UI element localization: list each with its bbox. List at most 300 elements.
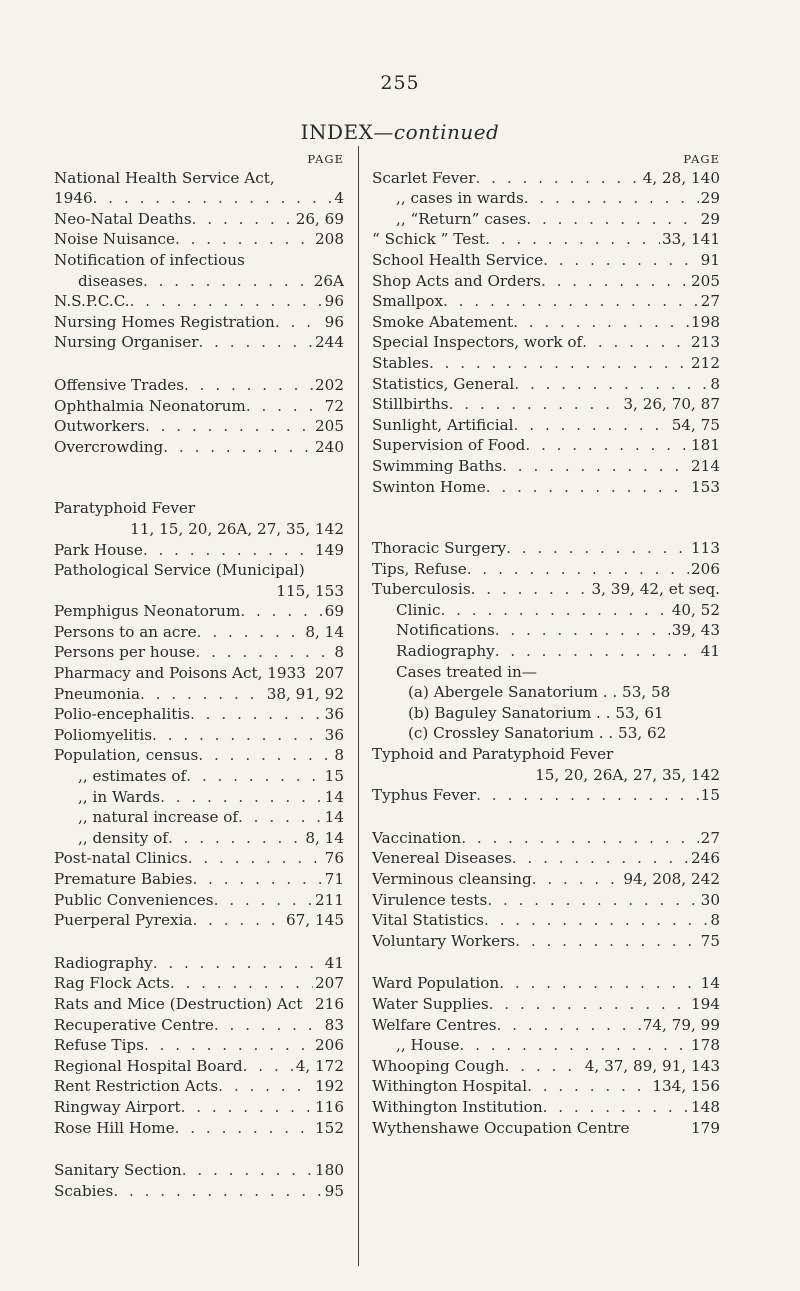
page-column-header: PAGE — [307, 152, 344, 166]
entry-pages: 205 — [315, 417, 344, 436]
index-entry — [372, 1015, 720, 1036]
entry-name: Post-natal Clinics — [54, 849, 188, 868]
index-entry — [372, 168, 720, 189]
entry-name: Virulence tests — [372, 890, 488, 909]
entry-name: Regional Hospital Board — [54, 1056, 243, 1075]
leader-dots — [527, 1076, 650, 1097]
entry-name: Special Inspectors, work of — [372, 333, 583, 352]
index-entry — [372, 477, 720, 498]
entry-name: “ Schick ” Test — [372, 230, 486, 249]
index-entry — [54, 1035, 344, 1056]
index-entry — [54, 994, 344, 1015]
index-entry — [372, 332, 720, 353]
index-entry — [372, 620, 720, 641]
entry-pages: 95 — [324, 1181, 344, 1200]
entry-name: Nursing Organiser — [54, 333, 199, 352]
entry-pages: 206 — [691, 559, 720, 578]
leader-dots — [495, 620, 670, 641]
index-entry — [54, 1015, 344, 1036]
index-entry — [54, 642, 344, 663]
section-spacer — [372, 951, 720, 973]
index-entry — [372, 415, 720, 436]
entry-name: Swimming Baths — [372, 456, 503, 475]
entry-name: Voluntary Workers — [372, 931, 516, 950]
entry-name: Pharmacy and Poisons Act, 1933 — [54, 664, 306, 683]
entry-pages: 116 — [315, 1097, 344, 1116]
index-entry — [372, 785, 720, 806]
entry-pages: 3, 26, 70, 87 — [623, 395, 720, 414]
leader-dots — [532, 869, 622, 890]
entry-name: Park House — [54, 540, 143, 559]
leader-dots — [198, 745, 332, 766]
index-entry — [372, 869, 720, 890]
entry-pages: 36 — [324, 725, 344, 744]
leader-dots — [182, 1160, 313, 1181]
entry-name: Recuperative Centre — [54, 1015, 214, 1034]
leader-dots — [113, 1181, 322, 1202]
entry-pages: 3, 39, 42, et seq. — [591, 580, 720, 599]
leader-dots — [526, 209, 698, 230]
entry-pages: 211 — [315, 890, 344, 909]
index-entry — [54, 396, 344, 417]
entry-pages: 38, 91, 92 — [266, 684, 344, 703]
leader-dots — [525, 435, 689, 456]
index-entry — [372, 435, 720, 456]
leader-dots — [214, 1015, 323, 1036]
entry-name: Smallpox — [372, 292, 444, 311]
index-entry — [372, 723, 720, 744]
leader-dots — [543, 250, 699, 271]
entry-pages: 207 — [315, 974, 344, 993]
entry-pages: 29 — [700, 209, 720, 228]
entry-pages: 134, 156 — [652, 1077, 720, 1096]
index-entry — [54, 416, 344, 437]
entry-name: Rag Flock Acts — [54, 974, 170, 993]
entry-name: Ward Population — [372, 974, 500, 993]
entry-pages: 8 — [710, 374, 720, 393]
entry-name: Public Conveniences — [54, 890, 214, 909]
section-spacer — [372, 806, 720, 828]
index-entry — [372, 1076, 720, 1097]
index-entry — [54, 704, 344, 725]
leader-dots — [443, 291, 699, 312]
section-spacer — [54, 353, 344, 375]
entry-pages: 246 — [691, 849, 720, 868]
entry-pages: 192 — [315, 1077, 344, 1096]
entry-pages: 4, 37, 89, 91, 143 — [584, 1056, 720, 1075]
entry-pages: 15 — [700, 786, 720, 805]
entry-name: Notifications — [396, 621, 495, 640]
entry-name: Sanitary Section — [54, 1161, 182, 1180]
entry-name: Withington Institution — [372, 1097, 543, 1116]
index-entry — [54, 953, 344, 974]
entry-pages: 198 — [691, 312, 720, 331]
entry-name: Water Supplies — [372, 994, 489, 1013]
entry-name: N.S.P.C.C. — [54, 292, 130, 311]
entry-pages: 29 — [700, 189, 720, 208]
entry-pages: 15, 20, 26A, 27, 35, 142 — [535, 765, 720, 784]
entry-name: Pneumonia — [54, 684, 141, 703]
entry-name: Vital Statistics — [372, 911, 484, 930]
entry-name: Stables — [372, 353, 429, 372]
leader-dots — [93, 188, 333, 209]
index-entry — [54, 168, 344, 189]
leader-dots — [144, 1035, 313, 1056]
entry-pages: 76 — [324, 849, 344, 868]
entry-pages: 153 — [691, 477, 720, 496]
entry-name: Scarlet Fever — [372, 168, 476, 187]
page-title — [0, 120, 800, 144]
entry-name: Ophthalmia Neonatorum — [54, 396, 246, 415]
leader-dots — [499, 973, 698, 994]
index-entry — [372, 188, 720, 209]
entry-name: Notification of infectious — [54, 250, 245, 269]
leader-dots — [484, 910, 708, 931]
index-entry — [54, 437, 344, 458]
entry-name: Radiography — [396, 642, 495, 661]
leader-dots — [186, 766, 323, 787]
index-entry — [54, 1076, 344, 1097]
entry-pages: 14 — [324, 808, 344, 827]
index-entry — [54, 375, 344, 396]
index-entry — [54, 745, 344, 766]
entry-pages: 96 — [324, 292, 344, 311]
index-entry — [372, 271, 720, 292]
entry-pages: 178 — [691, 1036, 720, 1055]
index-entry — [372, 1035, 720, 1056]
index-entry — [372, 374, 720, 395]
leader-dots — [192, 209, 294, 230]
index-entry — [372, 559, 720, 580]
entry-name: Overcrowding — [54, 437, 164, 456]
entry-pages: 213 — [691, 333, 720, 352]
entry-pages: 26A — [313, 271, 344, 290]
leader-dots — [524, 188, 699, 209]
entry-pages: 8 — [334, 643, 344, 662]
leader-dots — [168, 828, 303, 849]
leader-dots — [476, 168, 641, 189]
index-entry — [372, 910, 720, 931]
section-spacer — [372, 497, 720, 538]
entry-name: Polio-encephalitis — [54, 705, 191, 724]
entry-pages: 207 — [315, 664, 344, 683]
entry-pages: 54, 75 — [671, 415, 720, 434]
index-entry — [54, 910, 344, 931]
leader-dots — [515, 931, 698, 952]
leader-dots — [192, 869, 322, 890]
entry-name: Tuberculosis — [372, 580, 471, 599]
index-entry — [372, 744, 720, 765]
index-entry — [54, 188, 344, 209]
left-entries — [54, 168, 344, 1202]
leader-dots — [181, 1097, 313, 1118]
leader-dots — [440, 600, 669, 621]
entry-name: Smoke Abatement — [372, 312, 514, 331]
index-entry — [372, 682, 720, 703]
index-entry — [372, 848, 720, 869]
index-entry — [372, 579, 720, 600]
entry-name: Puerperal Pyrexia — [54, 911, 193, 930]
leader-dots — [459, 1035, 689, 1056]
leader-dots — [170, 973, 313, 994]
entry-pages: 194 — [691, 994, 720, 1013]
index-entry — [54, 1181, 344, 1202]
index-entry — [54, 498, 344, 519]
leader-dots — [485, 229, 660, 250]
entry-name: (a) Abergele Sanatorium . . 53, 58 — [408, 683, 671, 702]
leader-dots — [163, 437, 313, 458]
leader-dots — [467, 559, 689, 580]
entry-pages: 33, 141 — [662, 230, 720, 249]
entry-name: Radiography — [54, 953, 153, 972]
entry-pages: 206 — [315, 1036, 344, 1055]
leader-dots — [487, 890, 698, 911]
leader-dots — [514, 374, 708, 395]
entry-name: Persons per house — [54, 643, 196, 662]
leader-dots — [240, 601, 322, 622]
entry-pages: 14 — [324, 787, 344, 806]
entry-pages: 30 — [700, 890, 720, 909]
index-entry — [54, 560, 344, 581]
leader-dots — [495, 641, 699, 662]
title-main: INDEX — [300, 120, 374, 144]
index-entry — [54, 1118, 344, 1139]
index-entry — [54, 1160, 344, 1181]
index-entry — [372, 394, 720, 415]
leader-dots — [512, 848, 689, 869]
entry-name: Thoracic Surgery — [372, 539, 507, 558]
leader-dots — [197, 622, 304, 643]
index-entry — [372, 890, 720, 911]
index-entry — [372, 641, 720, 662]
index-entry — [372, 931, 720, 952]
index-entry — [372, 538, 720, 559]
entry-name: Wythenshawe Occupation Centre — [372, 1118, 630, 1137]
entry-pages: 148 — [691, 1097, 720, 1116]
leader-dots — [489, 994, 689, 1015]
entry-pages: 179 — [691, 1118, 720, 1137]
entry-pages: 71 — [324, 870, 344, 888]
leader-dots — [153, 953, 323, 974]
page-number: 255 — [380, 72, 420, 94]
entry-pages: 4 — [334, 189, 344, 208]
entry-pages: 152 — [315, 1118, 344, 1137]
leader-dots — [218, 1076, 313, 1097]
title-suffix: —continued — [373, 120, 500, 144]
index-entry — [372, 973, 720, 994]
entry-name: Offensive Trades — [54, 375, 185, 394]
entry-name: National Health Service Act, — [54, 168, 275, 187]
entry-pages: 4, 172 — [295, 1056, 344, 1075]
entry-name: Population, census — [54, 746, 199, 765]
index-entry — [54, 519, 344, 540]
leader-dots — [175, 229, 313, 250]
entry-pages: 115, 153 — [276, 581, 344, 600]
entry-pages: 91 — [700, 250, 720, 269]
index-entry — [372, 291, 720, 312]
index-entry — [54, 828, 344, 849]
entry-pages: 67, 145 — [286, 911, 344, 930]
leader-dots — [246, 396, 323, 417]
leader-dots — [143, 271, 312, 292]
leader-dots — [429, 353, 689, 374]
index-entry — [372, 662, 720, 683]
leader-dots — [130, 291, 323, 312]
entry-name: Nursing Homes Registration — [54, 312, 275, 331]
entry-name: Noise Nuisance — [54, 230, 175, 249]
index-entry — [54, 725, 344, 746]
entry-name: Rose Hill Home — [54, 1118, 175, 1137]
index-entry — [372, 229, 720, 250]
section-spacer — [54, 1138, 344, 1160]
entry-name: Refuse Tips — [54, 1036, 144, 1055]
leader-dots — [238, 807, 323, 828]
entry-name: Statistics, General — [372, 374, 515, 393]
entry-name: 1946 — [54, 189, 93, 208]
entry-name: Venereal Diseases — [372, 849, 512, 868]
entry-name: Ringway Airport — [54, 1097, 181, 1116]
index-entry — [54, 332, 344, 353]
index-entry — [54, 1056, 344, 1077]
entry-name: Pemphigus Neonatorum — [54, 602, 241, 621]
leader-dots — [582, 332, 689, 353]
index-entry — [54, 601, 344, 622]
entry-name: Welfare Centres — [372, 1015, 497, 1034]
leader-dots — [184, 375, 313, 396]
entry-pages: 41 — [700, 642, 720, 661]
leader-dots — [275, 312, 323, 333]
entry-pages: 149 — [315, 540, 344, 559]
index-entry — [372, 1056, 720, 1077]
index-entry — [372, 353, 720, 374]
entry-name: Stillbirths — [372, 395, 449, 414]
leader-dots — [192, 910, 284, 931]
entry-pages: 40, 52 — [671, 600, 720, 619]
entry-pages: 8 — [334, 746, 344, 765]
index-entry — [372, 312, 720, 333]
entry-pages: 26, 69 — [295, 209, 344, 228]
entry-name: (c) Crossley Sanatorium . . 53, 62 — [408, 724, 667, 743]
index-entry — [54, 209, 344, 230]
leader-dots — [143, 540, 313, 561]
entry-name: Outworkers — [54, 417, 145, 436]
entry-pages: 72 — [324, 396, 344, 415]
leader-dots — [502, 456, 689, 477]
entry-pages: 39, 43 — [671, 621, 720, 640]
entry-pages: 11, 15, 20, 26A, 27, 35, 142 — [130, 519, 344, 538]
index-entry — [54, 684, 344, 705]
entry-name: Typhus Fever — [372, 786, 477, 805]
entry-name: ,, House — [396, 1036, 460, 1055]
entry-pages: 212 — [691, 353, 720, 372]
entry-name: Persons to an acre — [54, 622, 197, 641]
index-entry — [54, 271, 344, 292]
index-entry — [372, 765, 720, 786]
entry-pages: 202 — [315, 375, 344, 394]
entry-name: Poliomyelitis — [54, 725, 153, 744]
index-entry — [372, 703, 720, 724]
leader-dots — [175, 1118, 313, 1139]
entry-name: Whooping Cough — [372, 1056, 505, 1075]
entry-name: ,, estimates of — [78, 767, 187, 786]
entry-name: ,, “Return” cases — [396, 209, 527, 228]
entry-pages: 113 — [691, 539, 720, 558]
entry-pages: 205 — [691, 271, 720, 290]
entry-pages: 75 — [700, 931, 720, 950]
entry-name: Tips, Refuse — [372, 559, 467, 578]
entry-name: Shop Acts and Orders — [372, 271, 541, 290]
index-entry — [372, 1097, 720, 1118]
entry-pages: 83 — [324, 1015, 344, 1034]
leader-dots — [505, 1056, 583, 1077]
index-entry — [54, 663, 344, 684]
page-column-header: PAGE — [683, 152, 720, 166]
index-entry — [54, 869, 344, 890]
entry-pages: 14 — [700, 974, 720, 993]
index-entry — [54, 291, 344, 312]
entry-name: ,, in Wards — [78, 787, 161, 806]
index-entry — [372, 209, 720, 230]
leader-dots — [541, 271, 689, 292]
entry-pages: 15 — [324, 767, 344, 786]
entry-pages: 74, 79, 99 — [642, 1015, 720, 1034]
entry-pages: 8, 14 — [305, 828, 344, 847]
leader-dots — [506, 538, 689, 559]
leader-dots — [152, 725, 323, 746]
index-entry — [54, 250, 344, 271]
entry-pages: 8, 14 — [305, 622, 344, 641]
entry-pages: 8 — [710, 911, 720, 930]
entry-name: ,, density of — [78, 828, 168, 847]
entry-pages: 4, 28, 140 — [642, 168, 720, 187]
index-entry — [54, 787, 344, 808]
entry-name: Paratyphoid Fever — [54, 499, 196, 518]
index-column-left — [54, 147, 344, 1201]
entry-pages: 36 — [324, 705, 344, 724]
index-entry — [54, 807, 344, 828]
entry-name: Clinic — [396, 600, 441, 619]
leader-dots — [198, 332, 313, 353]
leader-dots — [461, 828, 698, 849]
index-entry — [372, 600, 720, 621]
entry-name: Rats and Mice (Destruction) Act — [54, 994, 303, 1013]
entry-name: Verminous cleansing — [372, 870, 532, 888]
index-entry — [372, 456, 720, 477]
index-entry — [54, 848, 344, 869]
index-column-right — [372, 147, 720, 1138]
leader-dots — [476, 785, 699, 806]
entry-pages: 214 — [691, 456, 720, 475]
index-entry — [54, 1097, 344, 1118]
entry-name: Withington Hospital — [372, 1077, 528, 1096]
entry-name: Pathological Service (Municipal) — [54, 561, 305, 580]
entry-pages: 181 — [691, 436, 720, 455]
entry-name: Sunlight, Artificial — [372, 415, 514, 434]
index-entry — [54, 890, 344, 911]
section-spacer — [54, 457, 344, 498]
entry-name: Typhoid and Paratyphoid Fever — [372, 745, 614, 764]
entry-name: diseases — [78, 271, 143, 290]
index-entry — [372, 250, 720, 271]
leader-dots — [497, 1015, 641, 1036]
leader-dots — [514, 415, 670, 436]
index-entry — [54, 229, 344, 250]
right-entries — [372, 168, 720, 1139]
index-entry — [54, 581, 344, 602]
entry-name: Rent Restriction Acts — [54, 1077, 219, 1096]
leader-dots — [195, 642, 332, 663]
index-entry — [372, 1118, 720, 1139]
